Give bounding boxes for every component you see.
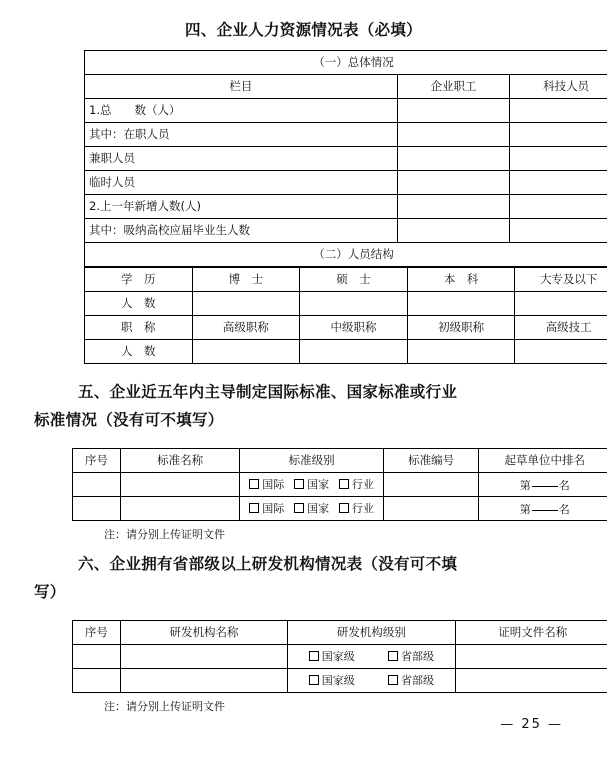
standards-cell-rank[interactable]	[479, 473, 607, 497]
standards-cell-no[interactable]	[73, 473, 121, 497]
institutions-note: 注：请分别上传证明文件	[104, 700, 225, 714]
standards-col-level: 标准级别	[240, 449, 383, 473]
structure-edu-master: 硕 士	[300, 268, 408, 292]
table-row	[73, 473, 607, 497]
checkbox-square-icon[interactable]	[339, 479, 349, 489]
hr-subhead-structure: （二）人员结构	[85, 243, 607, 267]
table-row	[73, 645, 607, 669]
institutions-cell-level[interactable]	[288, 645, 455, 669]
institutions-col-proof: 证明文件名称	[455, 621, 607, 645]
institutions-cell-no[interactable]	[73, 669, 121, 693]
structure-cell-input[interactable]	[300, 292, 408, 316]
checkbox-state-level[interactable]	[309, 650, 355, 664]
hr-row-fulltime: 其中：在职人员	[85, 123, 398, 147]
hr-cell-input[interactable]	[397, 195, 510, 219]
hr-cell-input[interactable]	[510, 123, 607, 147]
hr-row-parttime: 兼职人员	[85, 147, 398, 171]
table-row	[85, 51, 607, 75]
table-row	[85, 195, 607, 219]
structure-edu-doctor: 博 士	[192, 268, 300, 292]
table-row	[85, 316, 607, 340]
hr-cell-input[interactable]	[510, 147, 607, 171]
checkbox-square-icon[interactable]	[309, 651, 319, 661]
table-row	[85, 147, 607, 171]
hr-cell-input[interactable]	[397, 171, 510, 195]
rank-blank-line[interactable]	[532, 476, 558, 487]
structure-title-middle: 中级职称	[300, 316, 408, 340]
standards-cell-code[interactable]	[383, 473, 479, 497]
table-row	[85, 268, 607, 292]
structure-cell-input[interactable]	[515, 292, 607, 316]
checkbox-international-label: 国际	[262, 501, 285, 515]
hr-col-tech: 科技人员	[510, 75, 607, 99]
hr-cell-input[interactable]	[397, 219, 510, 243]
checkbox-provincial-level[interactable]	[388, 650, 434, 664]
table-row	[73, 669, 607, 693]
standards-cell-level[interactable]	[240, 473, 383, 497]
institutions-cell-name[interactable]	[120, 645, 287, 669]
table-row	[73, 621, 607, 645]
checkbox-provincial-level-label: 省部级	[400, 649, 434, 663]
hr-cell-input[interactable]	[510, 219, 607, 243]
standards-col-no: 序号	[73, 449, 121, 473]
checkbox-square-icon[interactable]	[388, 651, 398, 661]
section-title-standards-line2: 标准情况（没有可不填写）	[34, 411, 224, 430]
checkbox-state-level[interactable]	[309, 674, 355, 688]
hr-subhead-overall: （一）总体情况	[85, 51, 607, 75]
checkbox-square-icon[interactable]	[294, 503, 304, 513]
structure-label-title: 职 称	[85, 316, 193, 340]
hr-cell-input[interactable]	[510, 171, 607, 195]
institutions-col-level: 研发机构级别	[288, 621, 455, 645]
hr-cell-input[interactable]	[397, 123, 510, 147]
standards-table	[72, 448, 607, 521]
standards-col-name: 标准名称	[120, 449, 240, 473]
hr-col-item: 栏目	[85, 75, 398, 99]
checkbox-international[interactable]	[249, 478, 284, 492]
institutions-col-no: 序号	[73, 621, 121, 645]
checkbox-square-icon[interactable]	[249, 503, 259, 513]
structure-cell-input[interactable]	[192, 340, 300, 364]
page-number: — 25 —	[500, 717, 563, 732]
hr-table	[84, 50, 607, 267]
standards-cell-level[interactable]	[240, 497, 383, 521]
standards-cell-no[interactable]	[73, 497, 121, 521]
checkbox-national-label: 国家	[307, 501, 330, 515]
hr-cell-input[interactable]	[510, 195, 607, 219]
checkbox-national[interactable]	[294, 502, 329, 516]
structure-title-junior: 初级职称	[407, 316, 515, 340]
checkbox-international-label: 国际	[262, 477, 285, 491]
institutions-table	[72, 620, 607, 693]
structure-title-senior: 高级职称	[192, 316, 300, 340]
section-title-institutions-line2: 写）	[34, 583, 66, 602]
checkbox-square-icon[interactable]	[339, 503, 349, 513]
structure-cell-input[interactable]	[515, 340, 607, 364]
hr-cell-input[interactable]	[397, 99, 510, 123]
rank-blank-line[interactable]	[532, 500, 558, 511]
structure-edu-bachelor: 本 科	[407, 268, 515, 292]
table-row	[73, 449, 607, 473]
checkbox-industry[interactable]	[339, 478, 374, 492]
structure-title-technician: 高级技工	[515, 316, 607, 340]
structure-edu-college: 大专及以下	[515, 268, 607, 292]
checkbox-national[interactable]	[294, 478, 329, 492]
institutions-cell-proof[interactable]	[455, 669, 607, 693]
rank-prefix-label: 第	[519, 503, 531, 517]
checkbox-square-icon[interactable]	[249, 479, 259, 489]
hr-structure-table	[84, 267, 607, 364]
structure-label-count-title: 人 数	[85, 340, 193, 364]
section-title-institutions-line1: 六、企业拥有省部级以上研发机构情况表（没有可不填	[78, 555, 458, 574]
hr-row-total: 1.总 数（人）	[85, 99, 398, 123]
table-row	[85, 219, 607, 243]
checkbox-square-icon[interactable]	[294, 479, 304, 489]
section-title-hr: 四、企业人力资源情况表（必填）	[184, 21, 422, 39]
rank-suffix-label: 名	[558, 479, 570, 493]
table-row	[85, 171, 607, 195]
checkbox-square-icon[interactable]	[388, 675, 398, 685]
checkbox-industry-label: 行业	[351, 477, 374, 491]
rank-prefix-label: 第	[519, 479, 531, 493]
institutions-cell-no[interactable]	[73, 645, 121, 669]
hr-cell-input[interactable]	[510, 99, 607, 123]
structure-cell-input[interactable]	[192, 292, 300, 316]
hr-row-newadded: 2.上一年新增人数(人)	[85, 195, 398, 219]
structure-label-count-edu: 人 数	[85, 292, 193, 316]
standards-col-rank: 起草单位中排名	[479, 449, 607, 473]
table-row	[85, 243, 607, 267]
hr-row-temporary: 临时人员	[85, 171, 398, 195]
checkbox-industry-label: 行业	[351, 501, 374, 515]
standards-note: 注：请分别上传证明文件	[104, 528, 225, 542]
table-row	[85, 292, 607, 316]
institutions-cell-proof[interactable]	[455, 645, 607, 669]
checkbox-provincial-level-label: 省部级	[400, 673, 434, 687]
checkbox-international[interactable]	[249, 502, 284, 516]
institutions-col-name: 研发机构名称	[120, 621, 287, 645]
checkbox-industry[interactable]	[339, 502, 374, 516]
table-row	[73, 497, 607, 521]
structure-cell-input[interactable]	[300, 340, 408, 364]
table-row	[85, 340, 607, 364]
rank-suffix-label: 名	[558, 503, 570, 517]
table-row	[85, 99, 607, 123]
checkbox-provincial-level[interactable]	[388, 674, 434, 688]
institutions-cell-level[interactable]	[288, 669, 455, 693]
standards-col-code: 标准编号	[383, 449, 479, 473]
checkbox-square-icon[interactable]	[309, 675, 319, 685]
standards-cell-code[interactable]	[383, 497, 479, 521]
table-row	[85, 75, 607, 99]
table-row	[85, 123, 607, 147]
checkbox-state-level-label: 国家级	[321, 673, 355, 687]
checkbox-state-level-label: 国家级	[321, 649, 355, 663]
hr-col-employees: 企业职工	[397, 75, 510, 99]
standards-cell-name[interactable]	[120, 473, 240, 497]
structure-cell-input[interactable]	[407, 292, 515, 316]
standards-cell-name[interactable]	[120, 497, 240, 521]
structure-cell-input[interactable]	[407, 340, 515, 364]
institutions-cell-name[interactable]	[120, 669, 287, 693]
hr-row-graduates: 其中：吸纳高校应届毕业生人数	[85, 219, 398, 243]
checkbox-national-label: 国家	[307, 477, 330, 491]
section-title-standards-line1: 五、企业近五年内主导制定国际标准、国家标准或行业	[78, 383, 458, 402]
structure-label-education: 学 历	[85, 268, 193, 292]
hr-cell-input[interactable]	[397, 147, 510, 171]
standards-cell-rank[interactable]	[479, 497, 607, 521]
